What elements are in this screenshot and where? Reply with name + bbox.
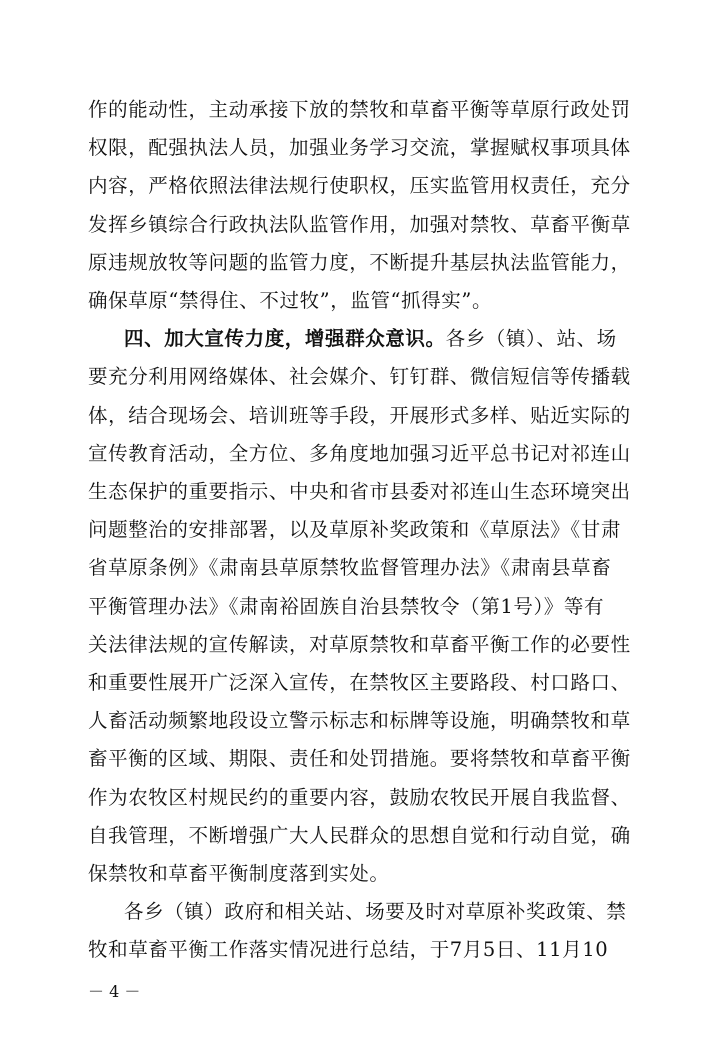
text-line: 作的能动性，主动承接下放的禁牧和草畜平衡等草原行政处罚 [88, 98, 631, 121]
text-line: 发挥乡镇综合行政执法队监管作用，加强对禁牧、草畜平衡草 [88, 213, 631, 236]
text-line: 要充分利用网络媒体、社会媒介、钉钉群、微信短信等传播载 [88, 365, 631, 388]
text-line: 生态保护的重要指示、中央和省市县委对祁连山生态环境突出 [88, 480, 631, 503]
text-line: 各乡（镇）政府和相关站、场要及时对草原补奖政策、禁 [124, 900, 627, 923]
page-number: － 4 － [88, 982, 141, 1001]
text-line: 保禁牧和草畜平衡制度落到实处。 [88, 862, 390, 885]
section-lead-text: 各乡（镇）、站、场 [445, 327, 617, 350]
text-line: 原违规放牧等问题的监管力度，不断提升基层执法监管能力， [88, 251, 631, 274]
text-line: 关法律法规的宣传解读，对草原禁牧和草畜平衡工作的必要性 [88, 633, 631, 656]
text-line: 人畜活动频繁地段设立警示标志和标牌等设施，明确禁牧和草 [88, 709, 631, 732]
text-line: 牧和草畜平衡工作落实情况进行总结，于7月5日、11月10 [88, 938, 609, 961]
text-line: 畜平衡的区域、期限、责任和处罚措施。要将禁牧和草畜平衡 [88, 747, 631, 770]
text-line: 宣传教育活动，全方位、多角度地加强习近平总书记对祁连山 [88, 442, 631, 465]
text-line: 内容，严格依照法律法规行使职权，压实监管用权责任，充分 [88, 174, 631, 197]
text-line: 权限，配强执法人员，加强业务学习交流，掌握赋权事项具体 [88, 136, 631, 159]
text-line: 平衡管理办法》《肃南裕固族自治县禁牧令（第1号）》等有 [88, 595, 605, 618]
text-line: 体，结合现场会、培训班等手段，开展形式多样、贴近实际的 [88, 404, 631, 427]
text-line: 省草原条例》《肃南县草原禁牧监督管理办法》《肃南县草畜 [88, 556, 612, 579]
section-heading: 四、加大宣传力度，增强群众意识。 [124, 327, 446, 350]
text-line: 和重要性展开广泛深入宣传，在禁牧区主要路段、村口路口、 [88, 671, 631, 694]
text-line: 作为农牧区村规民约的重要内容，鼓励农牧民开展自我监督、 [88, 786, 631, 809]
section-heading-line [124, 327, 684, 351]
text-line: 确保草原“禁得住、不过牧”，监管“抓得实”。 [88, 289, 493, 312]
text-line: 问题整治的安排部署，以及草原补奖政策和《草原法》《甘肃 [88, 518, 621, 541]
text-line: 自我管理，不断增强广大人民群众的思想自觉和行动自觉，确 [88, 824, 631, 847]
